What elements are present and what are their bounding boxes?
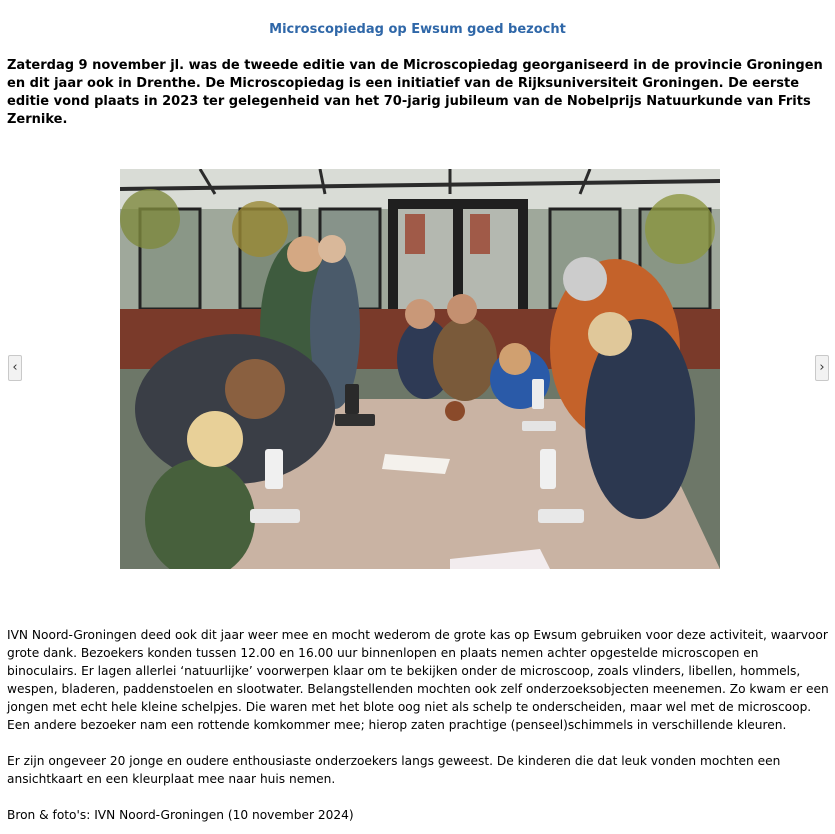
article-paragraph-1: IVN Noord-Groningen deed ook dit jaar weer mee en mocht wederom de grote kas op Ewsum gebruiken voor deze activiteit, waarvoor grote dank. Bezoekers konden tussen 12.00 en 16.00 uur binnenlopen en plaats nemen achter opgestelde microscopen en binoculairs. Er lagen allerlei ‘natuurlijke’ voorwerpen klaar om te bekijken onder de microscoop, zoals vlinders, libellen, hommels, wespen, bladeren, paddenstoelen en slootwater. Belangstellenden mochten ook zelf onderzoeksobjecten meenemen. Zo kwam er een jongen met echt hele kleine schelpjes. Die waren met het blote oog niet als schelp te onderscheiden, maar wel met de microscoop. Een andere bezoeker nam een rottende komkommer mee; hierop zaten prachtige (penseel)schimmels in verschillende kleuren.: [7, 628, 829, 732]
carousel-next-button[interactable]: [815, 355, 829, 381]
article-title: Microscopiedag op Ewsum goed bezocht: [269, 22, 566, 37]
greenhouse-microscope-photo: [120, 169, 720, 569]
chevron-right-icon: ›: [819, 360, 825, 375]
chevron-left-icon: ‹: [12, 360, 18, 375]
carousel-photo: [120, 169, 720, 569]
article-source: Bron & foto's: IVN Noord-Groningen (10 november 2024): [7, 808, 354, 822]
carousel-prev-button[interactable]: [8, 355, 22, 381]
article-paragraph-2: Er zijn ongeveer 20 jonge en oudere enthousiaste onderzoekers langs geweest. De kinderen die dat leuk vonden mochten een ansichtkaart en een kleurplaat mee naar huis nemen.: [7, 754, 781, 786]
article-intro: Zaterdag 9 november jl. was de tweede editie van de Microscopiedag georganiseerd in de provincie Groningen en dit jaar ook in Drenthe. De Microscopiedag is een initiatief van de Rijksuniversiteit Groningen. De eerste editie vond plaats in 2023 ter gelegenheid van het 70-jarig jubileum van de Nobelprijs Natuurkunde van Frits Zernike.: [7, 58, 823, 127]
